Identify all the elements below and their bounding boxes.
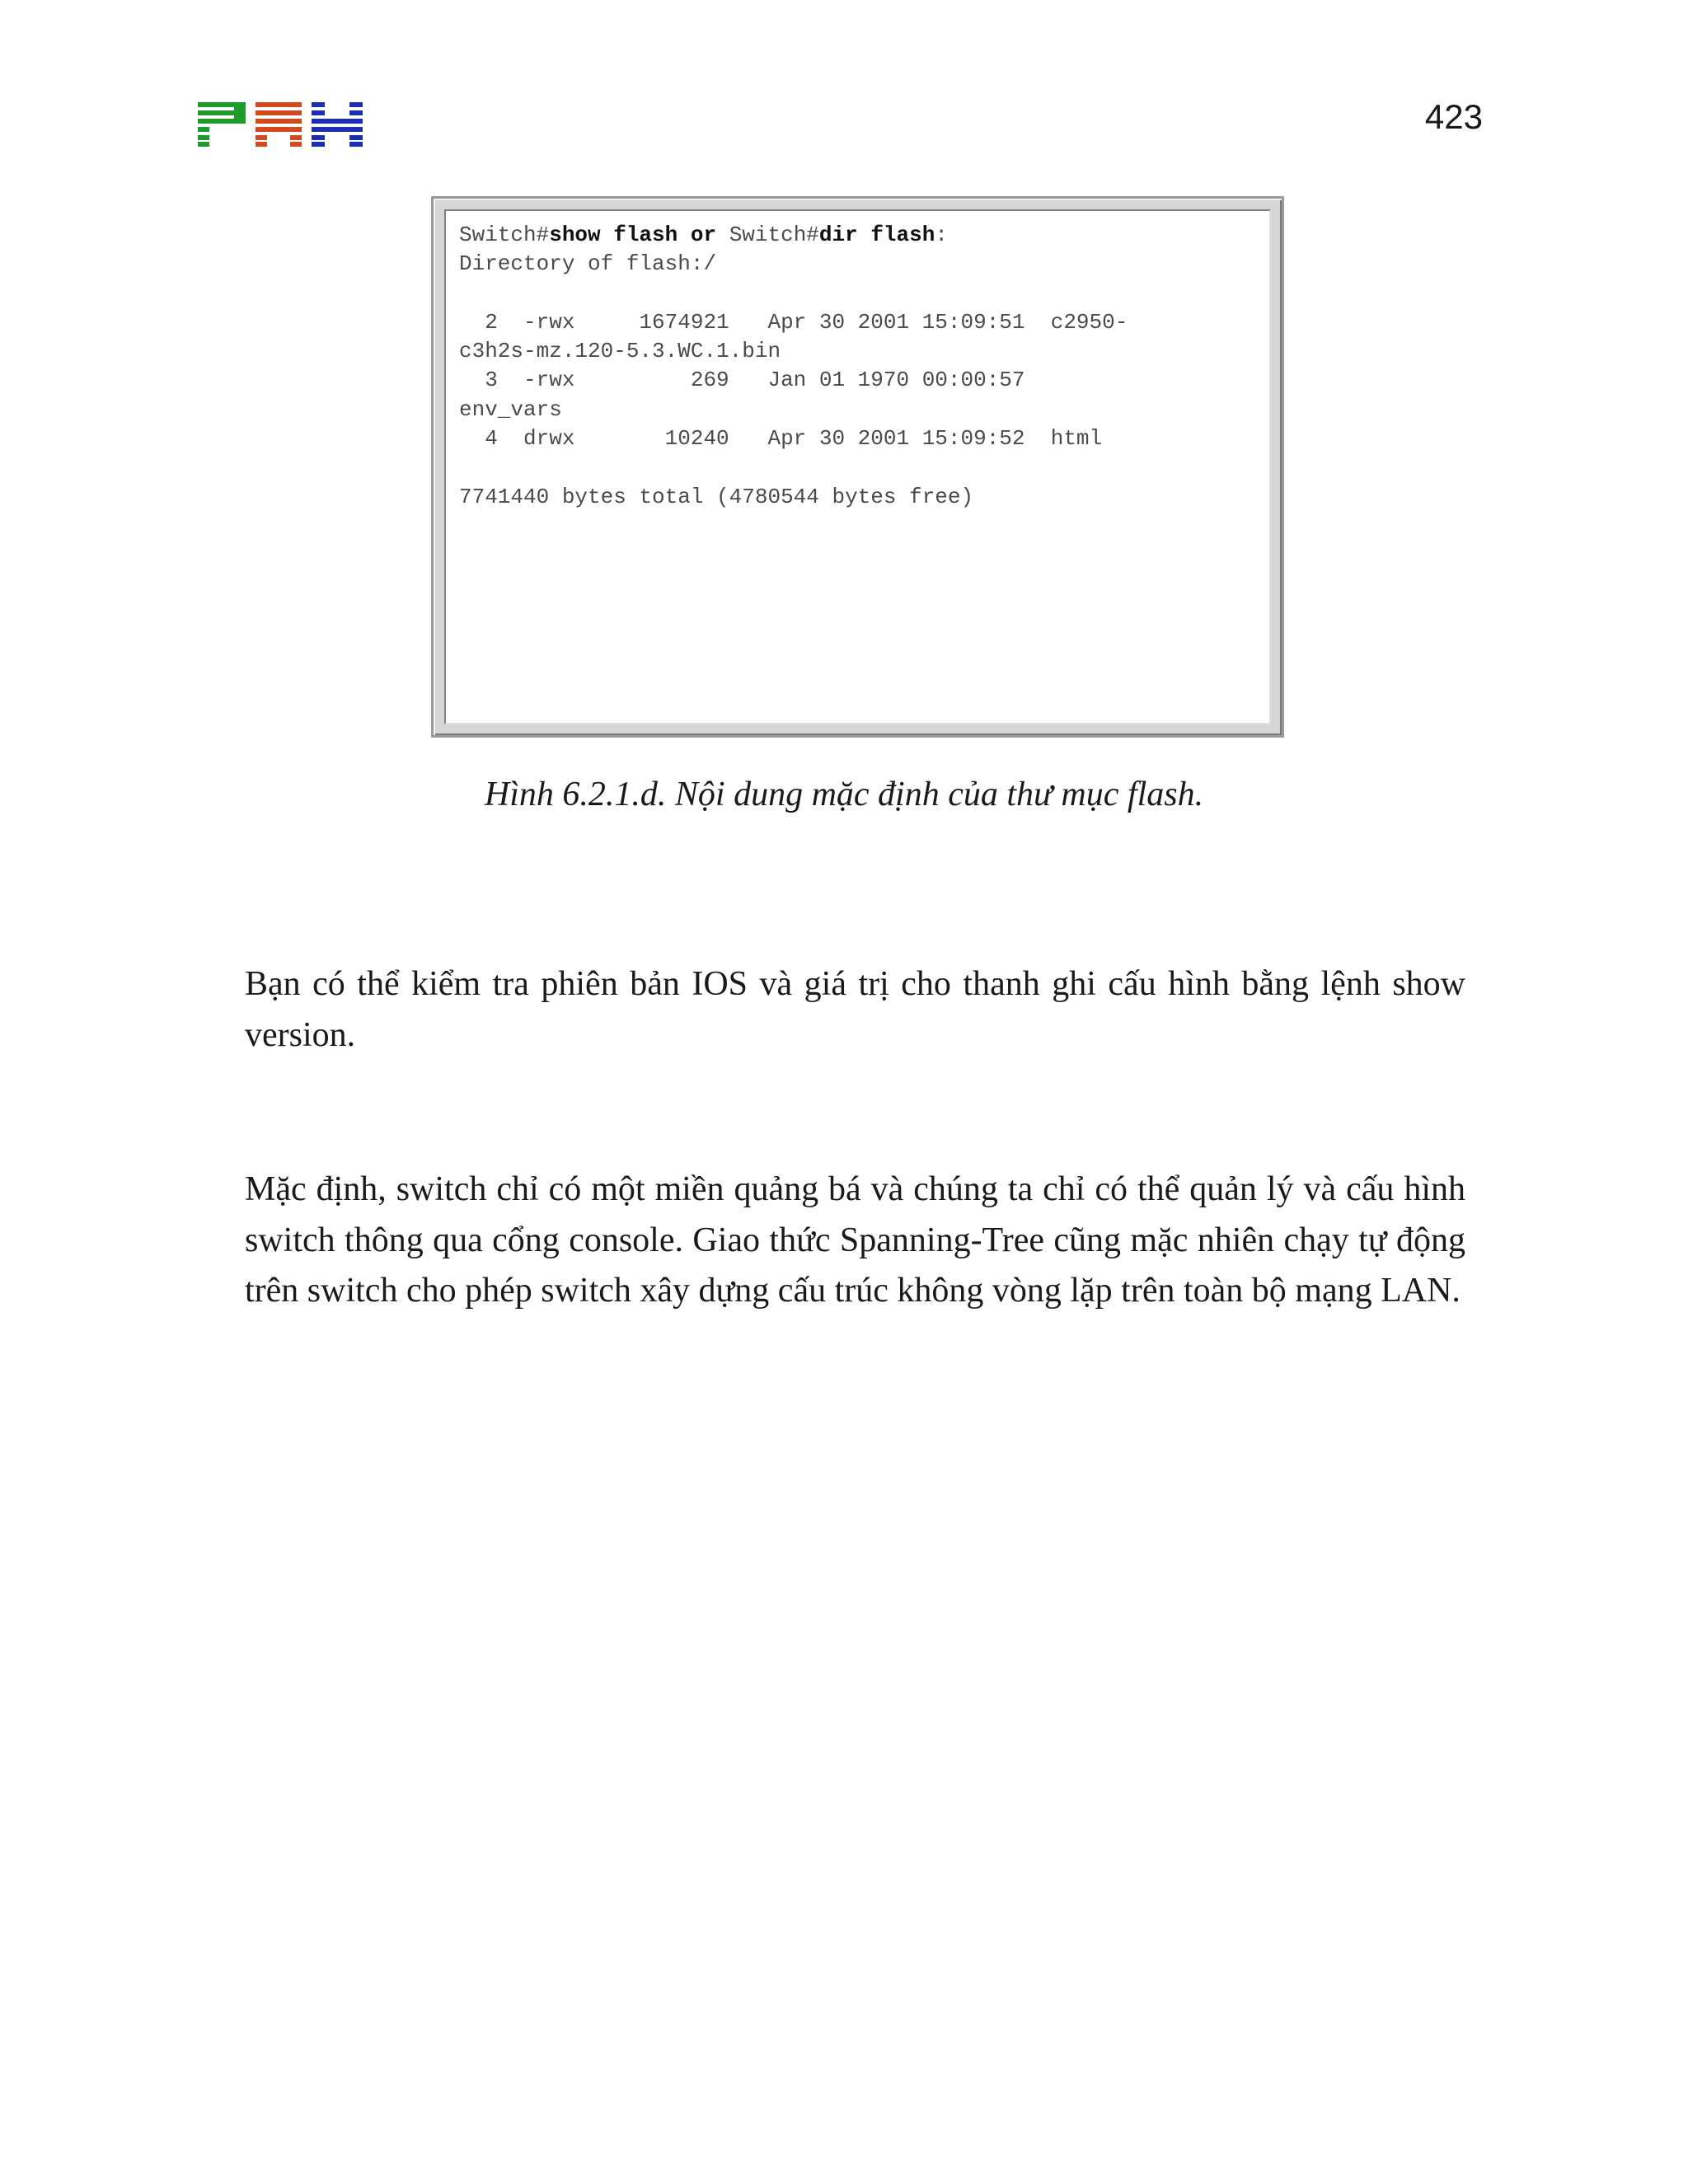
logo-letter-p xyxy=(198,102,246,147)
terminal-line: c3h2s-mz.120-5.3.WC.1.bin xyxy=(459,339,781,364)
prompt: Switch# xyxy=(459,223,550,247)
or-word: or xyxy=(690,223,717,247)
terminal-line: Directory of flash:/ xyxy=(459,251,717,277)
terminal-line: 4 drwx 10240 Apr 30 2001 15:09:52 html xyxy=(459,426,1103,452)
figure-caption: Hình 6.2.1.d. Nội dung mặc định của thư mục flash. xyxy=(484,776,1204,813)
terminal-output xyxy=(444,209,1271,724)
terminal-line: 2 -rwx 1674921 Apr 30 2001 15:09:51 c2950- xyxy=(459,309,1128,335)
logo-letter-h xyxy=(312,102,363,147)
terminal-line: 7741440 bytes total (4780544 bytes free) xyxy=(459,484,974,509)
body-paragraph: Mặc định, switch chỉ có một miền quảng bá và chúng ta chỉ có thể quản lý và cấu hình switch thông qua cổng console. Giao thức Spanning-Tree cũng mặc nhiên chạy tự động trên switch cho phép switch xây dựng cấu trúc không vòng lặp trên toàn bộ mạng LAN. xyxy=(245,1170,1465,1310)
terminal-command-line xyxy=(459,221,1269,250)
colon: : xyxy=(935,223,948,247)
terminal-line: env_vars xyxy=(459,396,562,422)
command-dir-flash: dir flash xyxy=(818,223,935,247)
body-paragraph: Bạn có thể kiểm tra phiên bản IOS và giá trị cho thanh ghi cấu hình bằng lệnh show version. xyxy=(245,965,1465,1054)
terminal-figure xyxy=(431,196,1284,738)
pnh-logo xyxy=(198,102,363,147)
terminal-line: 3 -rwx 269 Jan 01 1970 00:00:57 xyxy=(459,368,1025,393)
page-number: 423 xyxy=(1424,97,1483,136)
prompt: Switch# xyxy=(729,223,819,247)
terminal-line xyxy=(459,453,1269,482)
command-show-flash: show flash xyxy=(549,223,678,247)
terminal-line xyxy=(459,279,1269,308)
logo-letter-n xyxy=(256,102,302,147)
